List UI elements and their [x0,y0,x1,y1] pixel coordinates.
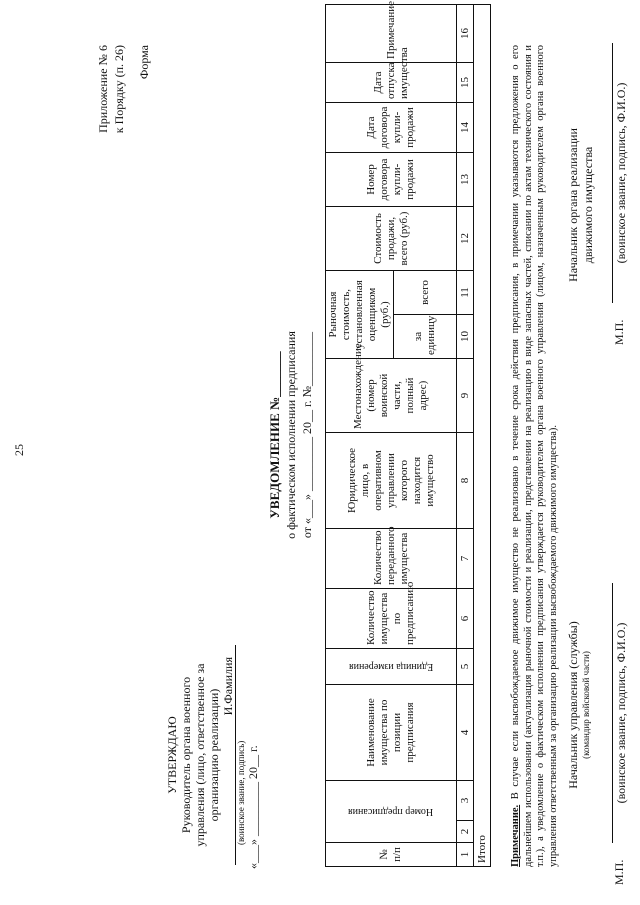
header-cell: Номер договора купли-продажи [326,152,457,206]
total-label: Итого [474,4,491,866]
sign-right-title-1: Начальник органа реализации [566,128,580,282]
approve-title: УТВЕРЖДАЮ [165,716,179,794]
header-cell: Наименование имущества по позиции предписания [326,685,457,781]
header-cell: Юридическое лицо, в оперативном управлении которого находится имущество [326,433,457,529]
notice-table [325,1,491,867]
sign-right-caption: (воинское звание, подпись, Ф.И.О.) [612,43,628,303]
header-cell: Дата договора купли-продажи [326,102,457,152]
sign-right-title-2: движимого имущества [581,146,595,264]
table-total-row [474,4,491,866]
note-text: В случае если высвобождаемое движимое имущество не реализовано в течение срока действия предписания, в примечании указываются предложения о его дальнейшем использовании (актуализация рыночной стоимости и реализации, представлении на реализацию в виде запасных частей, списании по актам технического состояния и т.п.), а уведомление о фактическом исполнении предписания утверждается руководителем органа военного управления (лицом, назначенным руководителем органа военного управления ответственным за организацию реализации высвобождаемого движимого имущества). [510,45,559,867]
column-number: 5 [457,649,474,685]
approve-line-1: Руководитель органа военного [179,676,193,834]
column-number: 9 [457,359,474,433]
note-label: Примечание. [510,804,521,867]
column-number: 12 [457,206,474,270]
column-number: 3 [457,781,474,821]
column-number: 4 [457,685,474,781]
column-number: 6 [457,589,474,649]
sign-right-mp: М.П. [612,319,626,345]
header-text: Номер предписания [348,806,434,818]
sign-left-mp: М.П. [612,859,626,885]
sign-left-caption: (воинское звание, подпись, Ф.И.О.) [612,583,628,843]
column-number: 16 [457,4,474,62]
header-cell: Стоимость продажи, всего (руб.) [326,206,457,270]
header-text: Единица измерения [348,661,434,673]
approve-date: «___» _________ 20__ г. [246,745,260,869]
column-number: 8 [457,433,474,529]
header-cell-vertical [326,781,457,843]
table-header-row [326,4,394,866]
approve-line-3: организацию реализации) [207,688,221,822]
header-cell: Дата отпуска имущества [326,62,457,102]
note-paragraph [510,45,560,867]
notice-subtitle: о фактическом исполнении предписания [284,331,298,539]
header-cell: Примечание [326,4,457,62]
appendix-line-1: Приложение № 6 [96,45,110,133]
column-number: 11 [457,270,474,314]
header-cell: Количество переданного имущества [326,529,457,589]
header-cell: Количество имущества по предписанию [326,589,457,649]
sign-left-title: Начальник управления (службы) [566,621,580,789]
table-number-row [457,4,474,866]
form-label: Форма [137,45,151,80]
header-cell: за единицу [394,315,457,359]
column-number: 13 [457,152,474,206]
notice-title: УВЕДОМЛЕНИЕ №_______ [267,351,282,519]
column-number: 15 [457,62,474,102]
approve-caption: (воинское звание, подпись) [236,740,246,845]
notice-date-line: от «___» _________ 20__ г. №_________ [300,331,314,539]
column-number: 2 [457,821,474,843]
page-number: 25 [12,444,26,456]
column-number: 1 [457,843,474,867]
sign-left-subtitle: (командир войсковой части) [581,651,591,759]
approval-block [165,635,260,875]
header-cell: № п/п [326,843,457,867]
header-cell: Местонахождение (номер воинской части, полный адрес) [326,359,457,433]
header-cell: всего [394,270,457,314]
header-cell-vertical [326,649,457,685]
approve-line-2: управления (лицо, ответственное за [193,663,207,847]
header-cell: Рыночная стоимость, установленная оценщиком (руб.) [326,270,394,358]
column-number: 14 [457,102,474,152]
column-number: 7 [457,529,474,589]
approve-name: И.Фамилия [221,645,236,865]
column-number: 10 [457,315,474,359]
appendix-line-2: к Порядку (п. 26) [112,45,126,134]
